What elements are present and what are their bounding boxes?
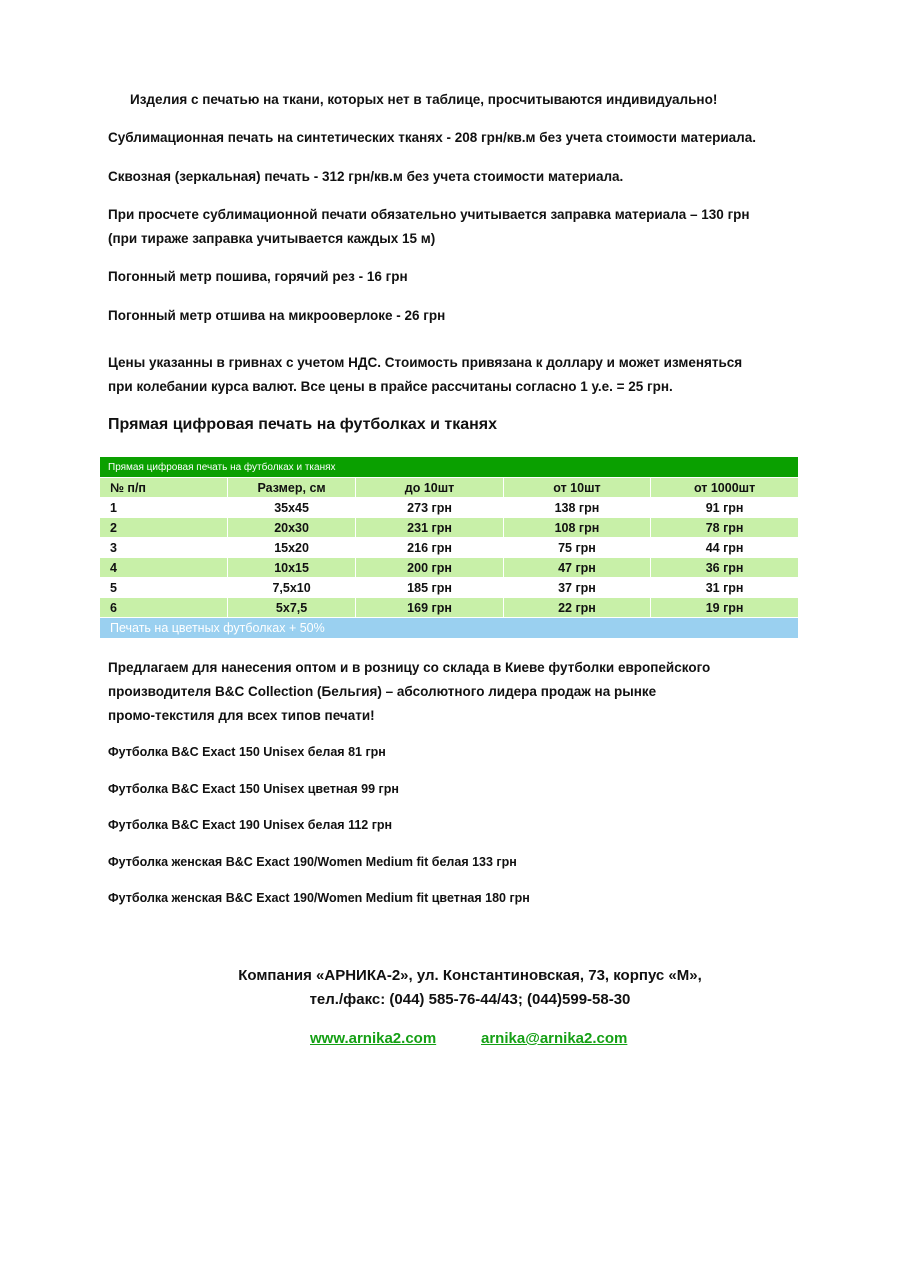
table-row	[100, 518, 799, 538]
product-item: Футболка B&C Exact 150 Unisex белая 81 грн	[108, 745, 386, 759]
intro-line-5: Погонный метр пошива, горячий рез - 16 грн	[108, 269, 408, 284]
cell-number: 4	[100, 558, 228, 578]
table-header-row	[100, 478, 799, 498]
cell-price-from-10: 75 грн	[503, 538, 650, 558]
cell-price-from-10: 47 грн	[503, 558, 650, 578]
offer-line-1: Предлагаем для нанесения оптом и в розницу со склада в Киеве футболки европейского	[108, 660, 711, 675]
cell-price-under-10: 273 грн	[356, 498, 503, 518]
offer-line-2: производителя B&C Collection (Бельгия) – абсолютного лидера продаж на рынке	[108, 684, 657, 699]
cell-price-under-10: 231 грн	[356, 518, 503, 538]
cell-number: 6	[100, 598, 228, 618]
product-item: Футболка B&C Exact 150 Unisex цветная 99 грн	[108, 782, 399, 796]
website-link[interactable]: www.arnika2.com	[310, 1030, 437, 1047]
cell-price-from-1000: 44 грн	[651, 538, 799, 558]
cell-size: 15x20	[227, 538, 356, 558]
product-item: Футболка B&C Exact 190 Unisex белая 112 грн	[108, 818, 393, 832]
cell-price-from-1000: 19 грн	[651, 598, 799, 618]
cell-size: 5x7,5	[227, 598, 356, 618]
intro-line-3: Сквозная (зеркальная) печать - 312 грн/кв.м без учета стоимости материала.	[108, 169, 624, 184]
table-footer-note: Печать на цветных футболках + 50%	[100, 618, 799, 639]
intro-line-7b: при колебании курса валют. Все цены в прайсе рассчитаны согласно 1 у.е. = 25 грн.	[108, 379, 673, 394]
cell-price-from-1000: 31 грн	[651, 578, 799, 598]
cell-number: 2	[100, 518, 228, 538]
header-from-10: от 10шт	[503, 478, 650, 498]
intro-line-1: Изделия с печатью на ткани, которых нет в таблице, просчитываются индивидуально!	[130, 92, 718, 107]
table-row	[100, 558, 799, 578]
table-row	[100, 538, 799, 558]
header-number: № п/п	[100, 478, 228, 498]
header-size: Размер, см	[227, 478, 356, 498]
intro-line-6: Погонный метр отшива на микрооверлоке - 26 грн	[108, 308, 446, 323]
cell-number: 1	[100, 498, 228, 518]
cell-size: 20x30	[227, 518, 356, 538]
company-phone: тел./факс: (044) 585-76-44/43; (044)599-58-30	[309, 991, 631, 1008]
table-caption: Прямая цифровая печать на футболках и тканях	[100, 457, 799, 478]
cell-price-from-10: 138 грн	[503, 498, 650, 518]
cell-price-under-10: 185 грн	[356, 578, 503, 598]
cell-size: 7,5x10	[227, 578, 356, 598]
cell-size: 10x15	[227, 558, 356, 578]
cell-price-from-1000: 91 грн	[651, 498, 799, 518]
cell-price-under-10: 169 грн	[356, 598, 503, 618]
cell-price-from-10: 108 грн	[503, 518, 650, 538]
cell-price-under-10: 200 грн	[356, 558, 503, 578]
cell-number: 5	[100, 578, 228, 598]
intro-line-2: Сублимационная печать на синтетических тканях - 208 грн/кв.м без учета стоимости материала.	[108, 130, 757, 145]
offer-line-3: промо-текстиля для всех типов печати!	[108, 708, 375, 723]
product-item: Футболка женская B&C Exact 190/Women Medium fit цветная 180 грн	[108, 891, 530, 905]
cell-price-from-1000: 36 грн	[651, 558, 799, 578]
intro-line-4a: При просчете сублимационной печати обязательно учитывается заправка материала – 130 грн	[108, 207, 750, 222]
header-under-10: до 10шт	[356, 478, 503, 498]
table-row	[100, 498, 799, 518]
product-item: Футболка женская B&C Exact 190/Women Medium fit белая 133 грн	[108, 855, 517, 869]
intro-line-7a: Цены указанны в гривнах с учетом НДС. Стоимость привязана к доллару и может изменяться	[108, 355, 743, 370]
table-row	[100, 598, 799, 618]
cell-price-from-1000: 78 грн	[651, 518, 799, 538]
header-from-1000: от 1000шт	[651, 478, 799, 498]
cell-number: 3	[100, 538, 228, 558]
cell-price-under-10: 216 грн	[356, 538, 503, 558]
cell-size: 35x45	[227, 498, 356, 518]
intro-line-4b: (при тираже заправка учитывается каждых 15 м)	[108, 231, 436, 246]
table-row	[100, 578, 799, 598]
price-table	[99, 456, 799, 639]
cell-price-from-10: 22 грн	[503, 598, 650, 618]
email-link[interactable]: arnika@arnika2.com	[481, 1030, 628, 1047]
section-title: Прямая цифровая печать на футболках и тканях	[108, 416, 498, 433]
cell-price-from-10: 37 грн	[503, 578, 650, 598]
company-address: Компания «АРНИКА-2», ул. Константиновская, 73, корпус «М»,	[238, 967, 702, 984]
